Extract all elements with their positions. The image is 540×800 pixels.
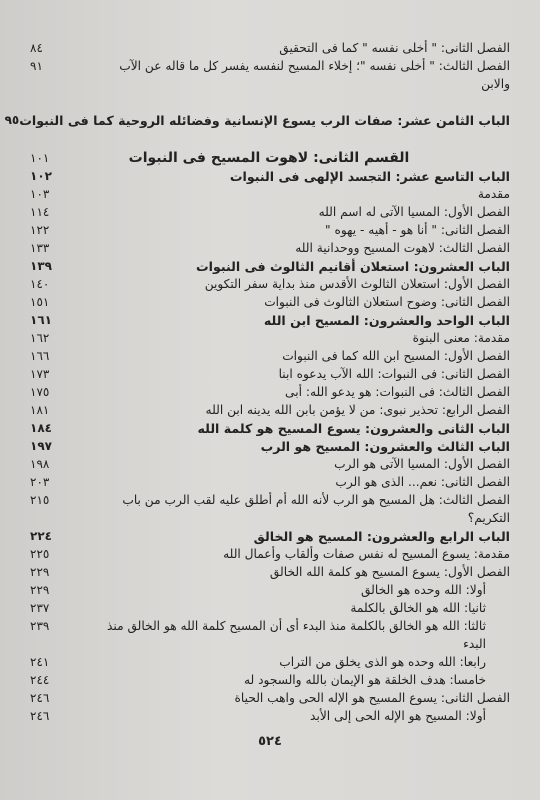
toc-entry-title: الفصل الثالث: فى النبوات: هو يدعو الله: أبى: [285, 385, 510, 399]
toc-page-number: ١٧٥: [30, 385, 50, 399]
toc-entry: [30, 618, 510, 635]
toc-entry: [30, 222, 510, 239]
toc-entry: [30, 240, 510, 257]
toc-entry-title: ثانيا: الله هو الخالق بالكلمة: [350, 601, 486, 615]
toc-page-number: ١١٤: [30, 205, 50, 219]
toc-entry-title: خامسا: هدف الخلقة هو الإيمان بالله والسجود له: [244, 673, 486, 687]
toc-entry-title: الفصل الأول: يسوع المسيح هو كلمة الله الخالق: [269, 565, 510, 579]
toc-page-number: ٢٢٩: [30, 583, 50, 597]
toc-chapter-heading: [4, 112, 510, 129]
toc-page-number: ١٥١: [30, 295, 50, 309]
toc-entry-title: والابن: [481, 77, 510, 91]
toc-page-number: ١٦٢: [30, 331, 50, 345]
toc-page-number: ٢٠٣: [30, 475, 50, 489]
toc-chapter-heading: [30, 168, 510, 185]
toc-entry-title: الباب الثامن عشر: صفات الرب يسوع الإنسانية وفضائله الروحية كما فى النبوات: [19, 113, 510, 128]
toc-page-number: ١٣٩: [30, 259, 52, 273]
toc-entry: [30, 672, 510, 689]
toc-entry-title: الباب الثانى والعشرون: يسوع المسيح هو كلمة الله: [197, 421, 510, 436]
toc-page-number: ١٩٧: [30, 439, 52, 453]
toc-entry: [30, 474, 510, 491]
toc-page-number: ١٢٢: [30, 223, 50, 237]
toc-entry-title: الباب التاسع عشر: التجسد الإلهى فى النبوات: [229, 169, 510, 184]
toc-entry-title: أولا: المسيح هو الإله الحى إلى الأبد: [310, 709, 486, 723]
page-number-footer: ٥٢٤: [258, 734, 282, 749]
toc-page-number: ١٦٦: [30, 349, 50, 363]
toc-entry-title: الفصل الثانى: يسوع المسيح هو الإله الحى واهب الحياة: [234, 691, 510, 705]
toc-page-number: ١٠٢: [30, 169, 52, 183]
toc-page-number: ٢١٥: [30, 493, 50, 507]
toc-chapter-heading: [30, 258, 510, 275]
toc-entry-title: الفصل الثالث: " أخلى نفسه "؛ إخلاء المسيح لنفسه يفسر كل ما قاله عن الآب: [119, 59, 510, 73]
toc-page-number: ١٠٣: [30, 187, 50, 201]
toc-page-number: ٢٤٤: [30, 673, 50, 687]
toc-entry-title: الباب العشرون: استعلان أقانيم الثالوث فى النبوات: [196, 259, 510, 274]
toc-entry: [30, 708, 510, 725]
toc-page-number: ٢٢٤: [30, 529, 52, 543]
toc-page-number: ٢٤١: [30, 655, 50, 669]
toc-page-number: ٢٢٩: [30, 565, 50, 579]
toc-entry: [30, 330, 510, 347]
toc-chapter-heading: [30, 438, 510, 455]
toc-entry-title: رابعا: الله وحده هو الذى يخلق من التراب: [279, 655, 486, 669]
toc-page-number: ٨٤: [30, 41, 43, 55]
toc-entry-title: القسم الثانى: لاهوت المسيح فى النبوات: [128, 150, 410, 166]
toc-entry: [30, 58, 510, 75]
toc-entry-title: أولا: الله وحده هو الخالق: [361, 583, 486, 597]
toc-chapter-heading: [30, 312, 510, 329]
toc-entry-title: الفصل الأول: المسيح ابن الله كما فى النبوات: [282, 349, 510, 363]
toc-entry-title: مقدمة: [477, 187, 510, 201]
toc-page-number: ٢٣٩: [30, 619, 50, 633]
toc-entry: [30, 492, 510, 509]
toc-entry-title: الفصل الثانى: " أنا هو - أهيه - يهوه ": [324, 223, 510, 237]
toc-entry: [30, 366, 510, 383]
toc-entry-title: الفصل الثانى: " أخلى نفسه " كما فى التحقيق: [279, 41, 510, 55]
toc-page-number: ٩١: [30, 59, 43, 73]
toc-page-number: ١٨١: [30, 403, 50, 417]
toc-page-number: ١٧٣: [30, 367, 50, 381]
toc-entry-title: البدء: [463, 637, 486, 651]
toc-entry-title: الفصل الثالث: هل المسيح هو الرب لأنه الله أم أطلق عليه لقب الرب من باب: [122, 493, 510, 507]
toc-entry: [30, 564, 510, 581]
toc-entry: [30, 600, 510, 617]
toc-entry: [30, 294, 510, 311]
toc-entry-title: مقدمة: معنى البنوة: [412, 331, 510, 345]
toc-section-heading: [30, 150, 510, 167]
toc-entry-title: التكريم؟: [467, 511, 510, 525]
toc-page-number: ١٩٨: [30, 457, 50, 471]
toc-entry: [30, 204, 510, 221]
toc-page-number: ٢٤٦: [30, 709, 50, 723]
toc-chapter-heading: [30, 528, 510, 545]
toc-entry-title: الباب الثالث والعشرون: المسيح هو الرب: [260, 439, 510, 454]
toc-chapter-heading: [30, 420, 510, 437]
toc-entry: [30, 186, 510, 203]
toc-entry: [30, 384, 510, 401]
toc-page-number: ١٠١: [30, 151, 50, 165]
toc-entry: [30, 582, 510, 599]
toc-entry-title: الفصل الثانى: وضوح استعلان الثالوث فى النبوات: [264, 295, 510, 309]
toc-page-number: ٩٥: [4, 113, 20, 127]
toc-page-number: ٢٣٧: [30, 601, 50, 615]
toc-entry: [30, 456, 510, 473]
toc-entry-title: ثالثا: الله هو الخالق بالكلمة منذ البدء أى أن المسيح كلمة الله هو الخالق منذ: [107, 619, 486, 633]
toc-entry-title: الفصل الثانى: فى النبوات: الله الآب يدعوه ابنا: [278, 367, 510, 381]
toc-entry-title: الباب الرابع والعشرون: المسيح هو الخالق: [253, 529, 510, 544]
toc-entry: [30, 76, 510, 93]
toc-entry-title: الباب الواحد والعشرون: المسيح ابن الله: [263, 313, 510, 328]
toc-page-number: ١٦١: [30, 313, 52, 327]
toc-entry-title: الفصل الثالث: لاهوت المسيح ووحدانية الله: [295, 241, 510, 255]
toc-entry: [30, 348, 510, 365]
toc-entry: [30, 690, 510, 707]
toc-entry-title: الفصل الثانى: نعم... الذى هو الرب: [335, 475, 510, 489]
toc-entry-title: الفصل الأول: المسيا الآتى له اسم الله: [318, 205, 510, 219]
toc-entry-title: مقدمة: يسوع المسيح له نفس صفات وألقاب وأعمال الله: [223, 547, 510, 561]
toc-entry-title: الفصل الأول: استعلان الثالوث الأقدس منذ بداية سفر التكوين: [204, 277, 510, 291]
toc-entry: [30, 402, 510, 419]
toc-page-number: ١٤٠: [30, 277, 50, 291]
toc-entry: [30, 40, 510, 57]
toc-entry-title: الفصل الأول: المسيا الآتى هو الرب: [334, 457, 510, 471]
toc-entry: [30, 276, 510, 293]
toc-entry: [30, 510, 510, 527]
toc-page-number: ٢٢٥: [30, 547, 50, 561]
toc-entry-title: الفصل الرابع: تحذير نبوى: من لا يؤمن بابن الله يدينه ابن الله: [205, 403, 510, 417]
toc-entry: [30, 654, 510, 671]
toc-entry: [30, 636, 510, 653]
toc-entry: [30, 546, 510, 563]
toc-page-number: ٢٤٦: [30, 691, 50, 705]
toc-page-number: ١٨٤: [30, 421, 52, 435]
toc-page-number: ١٣٣: [30, 241, 50, 255]
